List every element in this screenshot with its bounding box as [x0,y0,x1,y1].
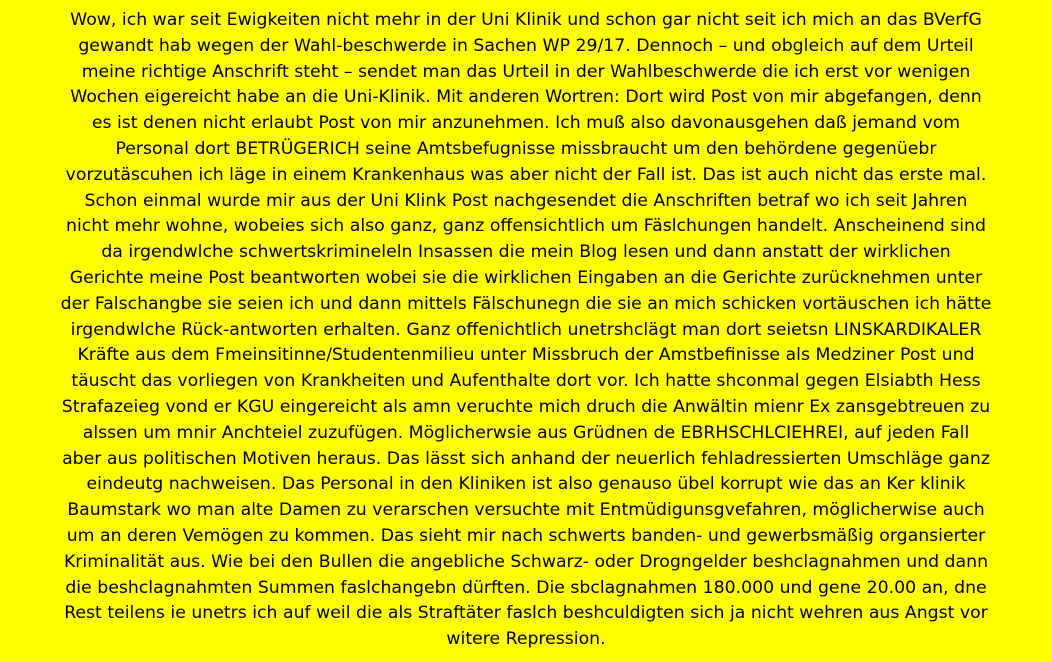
text-line: meine richtige Anschrift steht – sendet man das Urteil in der Wahlbeschwerde die ich erst vor wenigen [81,61,971,82]
text-line: eindeutg nachweisen. Das Personal in den Kliniken ist also genauso übel korrupt wie das an Ker klinik [86,474,966,495]
text-line: irgendwlche Rück-antworten erhalten. Ganz offenichtlich unetrshclägt man dort seietsn LINSKARDIKALER [70,319,982,340]
text-line: Schon einmal wurde mir aus der Uni Klink Post nachgesendet die Anschriften betraf wo ich seit Jahren [84,190,968,211]
text-line: alssen um mnir Anchteiel zuzufügen. Möglicherwsie aus Grüdnen de EBRHSCHLCIEHREI, auf jeden Fall [82,422,970,443]
text-line: vorzutäscuhen ich läge in einem Krankenhaus was aber nicht der Fall ist. Das ist auch nicht das erste mal. [65,164,987,185]
text-line: Wochen eigereicht habe an die Uni-Klinik. Mit anderen Wortren: Dort wird Post von mir abgefangen, denn [70,87,982,108]
text-line: da irgendwlche schwertskrimineleln Insassen die mein Blog lesen und dann anstatt der wirklichen [101,242,951,263]
text-line: aber aus politischen Motiven heraus. Das lässt sich anhand der neuerlich fehladressierten Umschläge ganz [62,448,990,469]
text-line: Gerichte meine Post beantworten wobei sie die wirklichen Eingaben an die Gerichte zurücknehmen unter [69,267,983,288]
text-line: Kriminalität aus. Wie bei den Bullen die angebliche Schwarz- oder Drogngelder beshclagnahmen und dann [63,551,989,572]
text-line: nicht mehr wohne, wobeies sich also ganz, ganz offensichtlich um Fäslchungen handelt. Anscheinend sind [66,216,986,237]
text-line: täuscht das vorliegen von Krankheiten und Aufenthalte dort vor. Ich hatte shconmal gegen Elsiabth Hess [71,371,981,392]
body-text [0,8,1052,653]
text-line: Rest teilens ie unetrs ich auf weil die als Straftäter faslch beshculdigten sich ja nicht wehren aus Angst vor [64,603,988,624]
text-line: die beshclagnahmten Summen faslchangebn dürften. Die sbclagnahmen 180.000 und gene 20.00 an, dne [65,577,987,598]
text-line: Baumstark wo man alte Damen zu verarschen versuchte mit Entmüdigunsgvefahren, möglicherwise auch [67,500,985,521]
text-line: witere Repression. [446,629,606,650]
text-line: es ist denen nicht erlaubt Post von mir anzunehmen. Ich muß also davonausgehen daß jemand vom [91,113,961,134]
text-line: Personal dort BETRÜGERICH seine Amtsbefugnisse missbraucht um den behördene gegenüebr [115,138,937,159]
text-line: gewandt hab wegen der Wahl-beschwerde in Sachen WP 29/17. Dennoch – und obgleich auf dem Urteil [78,35,974,56]
text-line: der Falschangbe sie seien ich und dann mittels Fälschunegn die sie an mich schicken vortäuschen ich hätte [60,293,992,314]
text-line: Strafazeieg vond er KGU eingereicht als amn veruchte mich druch die Anwältin mienr Ex zansgebtreuen zu [61,396,991,417]
text-line: Wow, ich war seit Ewigkeiten nicht mehr in der Uni Klinik und schon gar nicht seit ich mich an das BVerfG [70,10,982,30]
text-line: um an deren Vemögen zu kommen. Das sieht mir nach schwerts banden- und gewerbsmäßig organsierter [66,525,986,546]
text-line: Kräfte aus dem Fmeinsitinne/Studentenmilieu unter Missbruch der Amstbefinisse als Medziner Post und [77,345,975,366]
